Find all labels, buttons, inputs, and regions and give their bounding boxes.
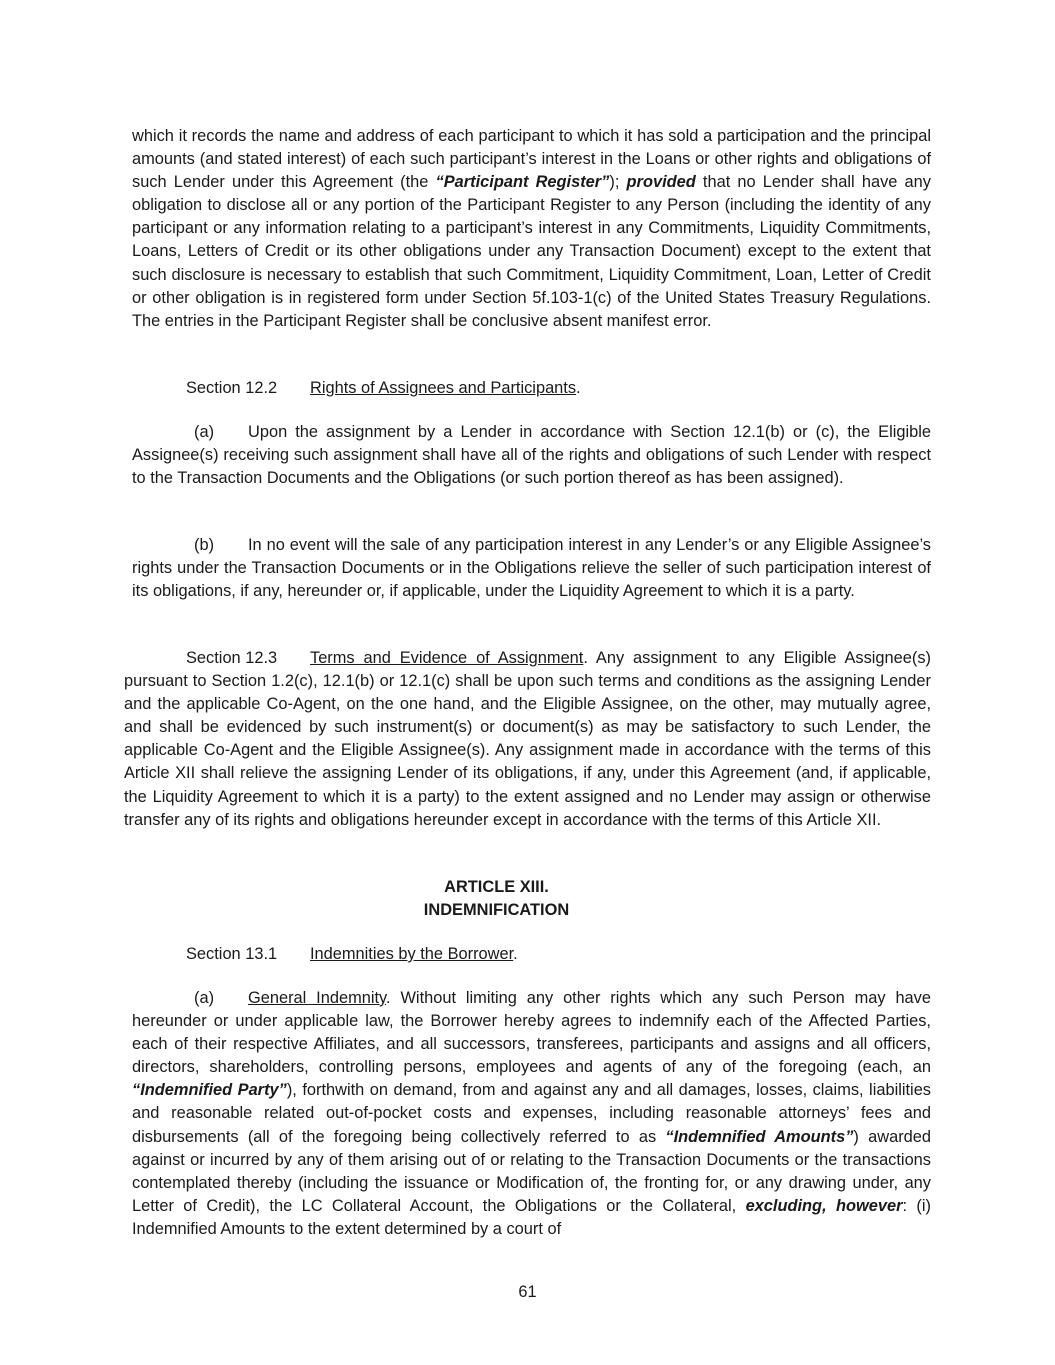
defined-term-indemnified-amounts: “Indemnified Amounts” bbox=[665, 1127, 854, 1146]
paragraph-13-1-a: (a) General Indemnity. Without limiting any other rights which any such Person may have hereunder or under applicable law, the Borrower hereby agrees to indemnify each of the Affected Parties, each of their respective Affiliates, and all successors, transferees, participants and assigns and all officers, directors, shareholders, controlling persons, employees and agents of any of the foregoing (each, an “Indemnified Party”), forthwith on demand, from and against any and all damages, losses, claims, liabilities and reasonable related out-of-pocket costs and expenses, including reasonable attorneys’ fees and disbursements (all of the foregoing being collectively referred to as “Indemnified Amounts”) awarded against or incurred by any of them arising out of or relating to the Transaction Documents or the transactions contemplated thereby (including the issuance or Modification of, the fronting for, or any drawing under, any Letter of Credit), the LC Collateral Account, the Obligations or the Collateral, excluding, however: (i) Indemnified Amounts to the extent determined by a court of bbox=[132, 989, 932, 1238]
section-number: Section 12.3 bbox=[186, 649, 278, 667]
section-title: Rights of Assignees and Participants bbox=[310, 379, 577, 397]
defined-term-indemnified-party: “Indemnified Party” bbox=[132, 1081, 287, 1100]
clause-title: General Indemnity bbox=[248, 989, 387, 1007]
provided-keyword: provided bbox=[626, 173, 696, 192]
article-number: ARTICLE XIII. bbox=[444, 878, 549, 896]
section-title: Terms and Evidence of Assignment bbox=[310, 649, 584, 667]
clause-label: (a) bbox=[194, 989, 215, 1007]
section-title: Indemnities by the Borrower bbox=[310, 945, 514, 963]
section-number: Section 13.1 bbox=[186, 945, 278, 963]
excluding-keyword: excluding, however bbox=[745, 1196, 903, 1215]
paragraph-section-12-3: Section 12.3 Terms and Evidence of Assignment. Any assignment to any Eligible Assignee(s) pursuant to Section 1.2(c), 12.1(b) or 12.1(c) shall be upon such terms and conditions as the assigning Lender and the applicable Co-Agent, on the one hand, and the Eligible Assignee, on the other, may mutually agree, and shall be evidenced by such instrument(s) or document(s) as may be satisfactory to such Lender, the applicable Co-Agent and the Eligible Assignee(s). Any assignment made in accordance with the terms of this Article XII shall relieve the assigning Lender of its obligations, if any, under this Agreement (and, if applicable, the Liquidity Agreement to which it is a party) to the extent assigned and no Lender may assign or otherwise transfer any of its rights and obligations hereunder except in accordance with the terms of this Article XII. bbox=[124, 649, 931, 829]
paragraph-participant-register: which it records the name and address of each participant to which it has sold a participation and the principal amounts (and stated interest) of each such participant’s interest in the Loans or other rights and obligations of such Lender under this Agreement (the “Participant Register”); provided that no Lender shall have any obligation to disclose all or any portion of the Participant Register to any Person (including the identity of any participant or any information relating to a participant’s interest in any Commitments, Liquidity Commitments, Loans, Letters of Credit or its other obligations under any Transaction Document) except to the extent that such disclosure is necessary to establish that such Commitment, Liquidity Commitment, Loan, Letter of Credit or other obligation is in registered form under Section 5f.103-1(c) of the United States Treasury Regulations. The entries in the Participant Register shall be conclusive absent manifest error. bbox=[132, 127, 931, 330]
section-number: Section 12.2 bbox=[186, 379, 278, 397]
section-12-2-heading: Section 12.2 Rights of Assignees and Participants. bbox=[186, 377, 581, 400]
paragraph-12-2-b: (b) In no event will the sale of any participation interest in any Lender’s or any Eligible Assignee’s rights under the Transaction Documents or in the Obligations relieve the seller of such participation interest of its obligations, if any, hereunder or, if applicable, under the Liquidity Agreement to which it is a party. bbox=[132, 536, 931, 601]
defined-term-participant-register: “Participant Register” bbox=[435, 173, 610, 192]
section-13-1-heading: Section 13.1 Indemnities by the Borrower. bbox=[186, 943, 518, 966]
article-title: INDEMNIFICATION bbox=[423, 901, 570, 919]
paragraph-12-2-a: (a) Upon the assignment by a Lender in accordance with Section 12.1(b) or (c), the Eligible Assignee(s) receiving such assignment shall have all of the rights and obligations of such Lender with respect to the Transaction Documents and the Obligations (or such portion thereof as has been assigned). bbox=[132, 423, 931, 488]
clause-label: (b) bbox=[194, 536, 215, 554]
page-number: 61 bbox=[518, 1283, 537, 1301]
clause-label: (a) bbox=[194, 423, 215, 441]
